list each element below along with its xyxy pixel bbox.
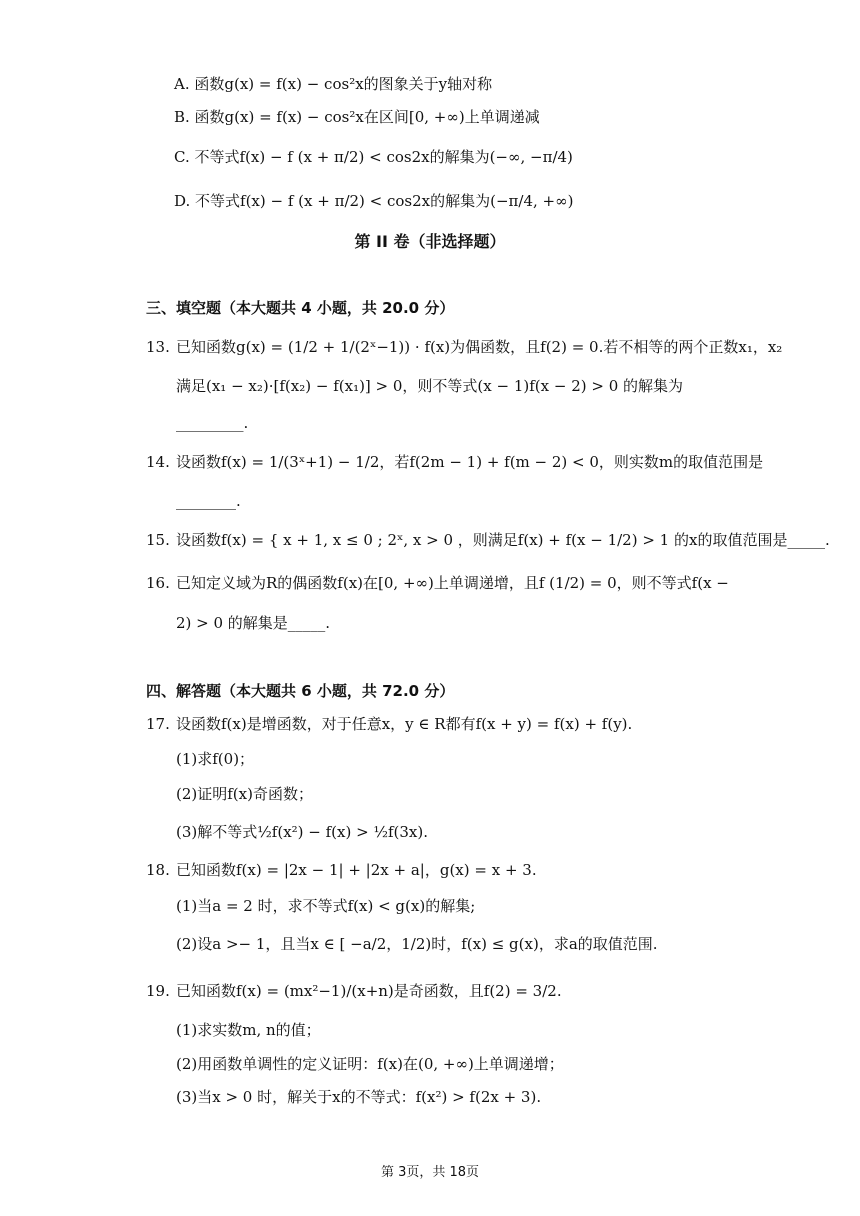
question-13-line-2: 满足(x₁ − x₂)·[f(x₂) − f(x₁)] > 0，则不等式(x − 1)f(x − 2) > 0 的解集为 <box>176 377 684 395</box>
option-b: B. 函数g(x) = f(x) − cos²x在区间[0, +∞)上单调递减 <box>174 108 540 126</box>
question-13-line-1: 已知函数g(x) = (1/2 + 1/(2ˣ−1)) · f(x)为偶函数，且f(2) = 0.若不相等的两个正数x₁，x₂ <box>176 338 783 356</box>
question-19-stem: 已知函数f(x) = (mx²−1)/(x+n)是奇函数，且f(2) = 3/2. <box>176 982 562 1000</box>
question-17-part-3: (3)解不等式½f(x²) − f(x) > ½f(3x). <box>176 823 429 841</box>
question-number: 14. <box>146 453 170 471</box>
question-18-stem: 已知函数f(x) = |2x − 1| + |2x + a|，g(x) = x + 3. <box>176 861 537 879</box>
option-a: A. 函数g(x) = f(x) − cos²x的图象关于y轴对称 <box>174 75 493 93</box>
option-c: C. 不等式f(x) − f (x + π/2) < cos2x的解集为(−∞, −π/4) <box>174 148 573 166</box>
question-17-part-1: (1)求f(0)； <box>176 750 255 768</box>
section-three-title: 三、填空题（本大题共 4 小题，共 20.0 分） <box>146 299 455 317</box>
question-number: 18. <box>146 861 170 879</box>
question-number: 13. <box>146 338 170 356</box>
question-17-part-2: (2)证明f(x)奇函数； <box>176 785 313 803</box>
question-number: 15. <box>146 531 170 549</box>
question-19-part-1: (1)求实数m, n的值； <box>176 1021 321 1039</box>
question-19-part-3: (3)当x > 0 时，解关于x的不等式：f(x²) > f(2x + 3). <box>176 1088 542 1106</box>
page-footer: 第 3页，共 18页 <box>380 1165 480 1180</box>
question-18-part-1: (1)当a = 2 时，求不等式f(x) < g(x)的解集; <box>176 897 476 915</box>
question-number: 16. <box>146 574 170 592</box>
question-number: 19. <box>146 982 170 1000</box>
question-16-line-1: 已知定义域为R的偶函数f(x)在[0, +∞)上单调递增，且f (1/2) = 0，则不等式f(x − <box>176 574 729 592</box>
question-14-line-1: 设函数f(x) = 1/(3ˣ+1) − 1/2，若f(2m − 1) + f(m − 2) < 0，则实数m的取值范围是 <box>176 453 764 471</box>
question-number: 17. <box>146 715 170 733</box>
question-18-part-2: (2)设a >− 1，且当x ∈ [ −a/2，1/2)时，f(x) ≤ g(x)，求a的取值范围. <box>176 935 658 953</box>
part-two-title: 第 II 卷（非选择题） <box>354 232 506 251</box>
section-four-title: 四、解答题（本大题共 6 小题，共 72.0 分） <box>146 682 455 700</box>
question-17-stem: 设函数f(x)是增函数，对于任意x，y ∈ R都有f(x + y) = f(x) + f(y). <box>176 715 633 733</box>
question-13-blank: _________. <box>176 414 249 432</box>
question-15-line-1: 设函数f(x) = { x + 1, x ≤ 0 ; 2ˣ, x > 0 ，则满足f(x) + f(x − 1/2) > 1 的x的取值范围是_____. <box>176 531 830 549</box>
question-14-blank: ________. <box>176 492 241 510</box>
question-16-line-2: 2) > 0 的解集是_____. <box>176 614 331 632</box>
question-19-part-2: (2)用函数单调性的定义证明：f(x)在(0, +∞)上单调递增； <box>176 1055 564 1073</box>
option-d: D. 不等式f(x) − f (x + π/2) < cos2x的解集为(−π/4, +∞) <box>174 192 574 210</box>
